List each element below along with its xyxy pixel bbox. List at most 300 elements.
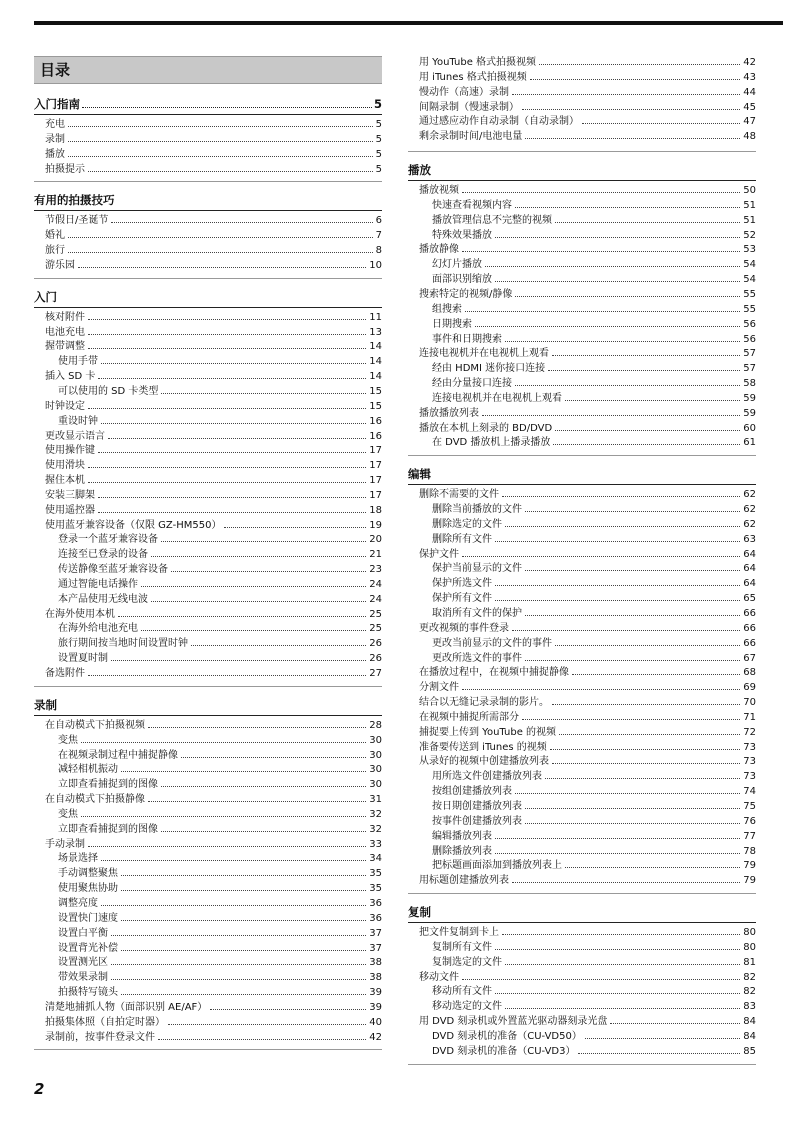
toc-entry[interactable] xyxy=(408,607,756,622)
toc-entry[interactable] xyxy=(34,971,382,986)
toc-entry-page: 25 xyxy=(369,623,382,635)
toc-entry-page: 74 xyxy=(743,786,756,798)
toc-entry-title: 通过智能电话操作 xyxy=(58,578,138,590)
toc-entry[interactable] xyxy=(408,971,756,986)
toc-entry[interactable] xyxy=(408,56,756,71)
toc-entry[interactable] xyxy=(34,793,382,808)
toc-entry[interactable] xyxy=(408,347,756,362)
toc-entry[interactable] xyxy=(34,912,382,927)
toc-entry-title: 设置白平衡 xyxy=(58,927,108,939)
dot-leader xyxy=(161,831,366,832)
toc-entry-title: 保护当前显示的文件 xyxy=(432,563,522,575)
toc-entry-title: 更改视频的事件登录 xyxy=(419,622,509,634)
toc-entry-page: 15 xyxy=(369,385,382,397)
toc-entry[interactable] xyxy=(408,362,756,377)
dot-leader xyxy=(111,222,372,223)
toc-entry-title: 充电 xyxy=(45,119,65,130)
toc-entry[interactable] xyxy=(408,726,756,741)
dot-leader xyxy=(505,1008,740,1009)
toc-entry-page: 43 xyxy=(743,71,756,83)
toc-entry[interactable] xyxy=(408,101,756,116)
section-title[interactable] xyxy=(34,96,382,115)
toc-entry-page: 10 xyxy=(369,259,382,271)
toc-entry-title: 清楚地捕抓人物（面部识别 AE/AF） xyxy=(45,1001,208,1013)
toc-entry-title: 使用聚焦协助 xyxy=(58,883,118,895)
toc-entry-page: 26 xyxy=(369,653,382,665)
toc-entry[interactable] xyxy=(34,214,382,229)
section-entries xyxy=(34,311,382,687)
toc-entry[interactable] xyxy=(34,778,382,793)
toc-entry[interactable] xyxy=(34,763,382,778)
toc-entry-title: 传送静像至蓝牙兼容设备 xyxy=(58,564,168,576)
toc-entry-page: 68 xyxy=(743,667,756,679)
toc-entry[interactable] xyxy=(34,519,382,534)
dot-leader xyxy=(81,742,366,743)
dot-leader xyxy=(522,719,740,720)
dot-leader xyxy=(495,993,740,994)
toc-entry-page: 14 xyxy=(369,341,382,353)
toc-entry[interactable] xyxy=(408,785,756,800)
toc-entry[interactable] xyxy=(408,214,756,229)
toc-entry[interactable] xyxy=(408,333,756,348)
toc-entry[interactable] xyxy=(408,681,756,696)
toc-entry[interactable] xyxy=(408,533,756,548)
toc-entry-title: 在播放过程中，在视频中捕捉静像 xyxy=(419,667,569,679)
dot-leader xyxy=(572,674,740,675)
toc-entry-title: 搜索特定的视频/静像 xyxy=(419,288,513,300)
section-title[interactable] xyxy=(34,697,382,716)
dot-leader xyxy=(121,890,366,891)
toc-entry[interactable] xyxy=(34,719,382,734)
toc-entry[interactable] xyxy=(408,637,756,652)
toc-entry-title: 使用手带 xyxy=(58,356,98,368)
toc-left-column xyxy=(34,56,382,1050)
toc-entry-page: 38 xyxy=(369,957,382,969)
toc-entry-page: 65 xyxy=(743,593,756,605)
toc-entry-page: 51 xyxy=(743,199,756,211)
toc-entry-page: 84 xyxy=(743,1016,756,1028)
dot-leader xyxy=(141,630,366,631)
toc-entry-title: 电池充电 xyxy=(45,326,85,338)
toc-entry[interactable] xyxy=(34,355,382,370)
section-title[interactable] xyxy=(408,466,756,485)
dot-leader xyxy=(181,757,366,758)
toc-entry[interactable] xyxy=(408,755,756,770)
dot-leader xyxy=(485,266,740,267)
toc-entry-page: 16 xyxy=(369,415,382,427)
toc-entry[interactable] xyxy=(34,652,382,667)
toc-entry[interactable] xyxy=(408,926,756,941)
toc-entry[interactable] xyxy=(408,199,756,214)
toc-entry-title: 录制前，按事件登录文件 xyxy=(45,1031,155,1043)
toc-entry-title: 复制选定的文件 xyxy=(432,956,502,968)
toc-entry-page: 62 xyxy=(743,489,756,501)
toc-entry[interactable] xyxy=(408,86,756,101)
toc-entry-title: 快速查看视频内容 xyxy=(432,199,512,211)
toc-entry[interactable] xyxy=(34,897,382,912)
toc-entry[interactable] xyxy=(34,259,382,274)
toc-entry-page: 37 xyxy=(369,927,382,939)
toc-entry-title: 旅行 xyxy=(45,245,65,257)
toc-entry[interactable] xyxy=(34,823,382,838)
section-title-text: 播放 xyxy=(408,163,431,178)
toc-entry[interactable] xyxy=(408,318,756,333)
toc-entry[interactable] xyxy=(408,258,756,273)
toc-entry[interactable] xyxy=(34,927,382,942)
toc-entry-title: 在自动模式下拍摄视频 xyxy=(45,719,145,731)
toc-entry-title: 日期搜索 xyxy=(432,318,472,330)
dot-leader xyxy=(121,771,366,772)
toc-entry[interactable] xyxy=(408,243,756,258)
dot-leader xyxy=(555,222,740,223)
toc-entry[interactable] xyxy=(408,71,756,86)
dot-leader xyxy=(552,355,740,356)
toc-entry[interactable] xyxy=(34,563,382,578)
dot-leader xyxy=(161,541,366,542)
dot-leader xyxy=(462,979,740,980)
toc-entry[interactable] xyxy=(34,133,382,148)
toc-entry[interactable] xyxy=(408,622,756,637)
section-title-text: 复制 xyxy=(408,905,431,920)
dot-leader xyxy=(495,838,740,839)
toc-entry[interactable] xyxy=(408,503,756,518)
toc-entry[interactable] xyxy=(34,852,382,867)
dot-leader xyxy=(565,400,740,401)
toc-entry-page: 38 xyxy=(369,972,382,984)
toc-entry-title: 用 YouTube 格式拍摄视频 xyxy=(419,57,537,68)
dot-leader xyxy=(512,630,740,631)
section-entries xyxy=(34,719,382,1051)
toc-entry-title: 重设时钟 xyxy=(58,415,98,427)
dot-leader xyxy=(505,526,740,527)
toc-entry-title: 播放静像 xyxy=(419,244,459,256)
toc-entry-title: 调整亮度 xyxy=(58,897,98,909)
toc-entry-page: 14 xyxy=(369,356,382,368)
dot-leader xyxy=(495,600,740,601)
section-entries xyxy=(34,214,382,278)
toc-entry[interactable] xyxy=(408,488,756,503)
dot-leader xyxy=(121,994,366,995)
section-entries xyxy=(34,118,382,182)
toc-entry[interactable] xyxy=(34,474,382,489)
toc-entry-page: 73 xyxy=(743,756,756,768)
toc-entry[interactable] xyxy=(34,1001,382,1016)
toc-entry-title: 立即查看捕捉到的图像 xyxy=(58,823,158,835)
toc-entry[interactable] xyxy=(408,229,756,244)
section-title[interactable] xyxy=(408,162,756,181)
dot-leader xyxy=(552,704,740,705)
toc-entry[interactable] xyxy=(408,874,756,889)
toc-entry-title: 登录一个蓝牙兼容设备 xyxy=(58,534,158,546)
dot-leader xyxy=(555,645,740,646)
page-number: 2 xyxy=(34,1080,45,1098)
toc-entry[interactable] xyxy=(408,518,756,533)
dot-leader xyxy=(525,138,740,139)
toc-entry-title: 更改当前显示的文件的事件 xyxy=(432,637,552,649)
dot-leader xyxy=(462,556,740,557)
dot-leader xyxy=(582,123,740,124)
toc-entry-title: 婚礼 xyxy=(45,230,65,242)
toc-entry[interactable] xyxy=(34,385,382,400)
toc-section xyxy=(408,904,756,1065)
toc-entry-title: 握住本机 xyxy=(45,475,85,487)
toc-entry[interactable] xyxy=(34,749,382,764)
dot-leader xyxy=(525,511,740,512)
toc-entry[interactable] xyxy=(408,1045,756,1060)
toc-entry-page: 17 xyxy=(369,460,382,472)
toc-entry-title: 事件和日期搜索 xyxy=(432,333,502,345)
toc-entry[interactable] xyxy=(408,800,756,815)
toc-entry-page: 53 xyxy=(743,244,756,256)
toc-entry[interactable] xyxy=(34,1016,382,1031)
toc-entry-page: 63 xyxy=(743,533,756,545)
toc-entry-title: 连接至已登录的设备 xyxy=(58,549,148,561)
toc-entry[interactable] xyxy=(408,985,756,1000)
toc-entry[interactable] xyxy=(34,667,382,682)
dot-leader xyxy=(98,452,366,453)
toc-entry-page: 82 xyxy=(743,986,756,998)
toc-entry[interactable] xyxy=(34,882,382,897)
toc-entry[interactable] xyxy=(34,229,382,244)
dot-leader xyxy=(465,311,740,312)
toc-entry[interactable] xyxy=(408,652,756,667)
toc-entry[interactable] xyxy=(34,340,382,355)
toc-section xyxy=(408,162,756,456)
toc-entry[interactable] xyxy=(408,273,756,288)
toc-entry-title: 核对附件 xyxy=(45,311,85,323)
dot-leader xyxy=(505,964,740,965)
toc-entry[interactable] xyxy=(408,1015,756,1030)
toc-entry-page: 54 xyxy=(743,274,756,286)
dot-leader xyxy=(515,296,740,297)
dot-leader xyxy=(548,370,740,371)
toc-entry[interactable] xyxy=(34,838,382,853)
toc-entry[interactable] xyxy=(408,407,756,422)
toc-entry[interactable] xyxy=(34,163,382,178)
dot-leader xyxy=(68,252,373,253)
toc-entry-title: 拍摄提示 xyxy=(45,163,85,175)
toc-entry-page: 7 xyxy=(375,230,382,242)
dot-leader xyxy=(88,675,366,676)
toc-entry-title: 播放 xyxy=(45,148,65,160)
toc-section xyxy=(408,466,756,894)
toc-entry-page: 55 xyxy=(743,288,756,300)
toc-entry-title: 删除不需要的文件 xyxy=(419,489,499,501)
toc-entry-page: 24 xyxy=(369,593,382,605)
dot-leader xyxy=(151,556,366,557)
toc-entry[interactable] xyxy=(34,533,382,548)
toc-entry[interactable] xyxy=(408,666,756,681)
toc-entry[interactable] xyxy=(34,578,382,593)
toc-entry-title: 播放在本机上刻录的 BD/DVD xyxy=(419,422,553,434)
toc-entry[interactable] xyxy=(408,711,756,726)
section-title[interactable] xyxy=(408,904,756,923)
toc-section xyxy=(34,192,382,278)
toc-entry[interactable] xyxy=(34,622,382,637)
dot-leader xyxy=(545,778,740,779)
toc-entry-title: 在 DVD 播放机上播录播放 xyxy=(432,437,551,449)
toc-entry-page: 83 xyxy=(743,1001,756,1013)
toc-entry[interactable] xyxy=(408,436,756,451)
toc-entry-title: 取消所有文件的保护 xyxy=(432,608,522,619)
toc-entry[interactable] xyxy=(408,548,756,563)
toc-entry-title: 复制所有文件 xyxy=(432,941,492,953)
dot-leader xyxy=(111,935,366,936)
toc-entry[interactable] xyxy=(408,577,756,592)
toc-entry[interactable] xyxy=(34,637,382,652)
toc-entry-title: 使用蓝牙兼容设备（仅限 GZ-HM550） xyxy=(45,519,222,531)
toc-entry[interactable] xyxy=(408,592,756,607)
toc-entry-page: 5 xyxy=(375,133,382,145)
toc-entry[interactable] xyxy=(408,859,756,874)
toc-entry[interactable] xyxy=(34,942,382,957)
toc-entry[interactable] xyxy=(408,815,756,830)
toc-entry-page: 13 xyxy=(369,326,382,338)
toc-entry[interactable] xyxy=(408,956,756,971)
toc-entry[interactable] xyxy=(34,444,382,459)
toc-entry[interactable] xyxy=(408,130,756,145)
toc-entry[interactable] xyxy=(408,422,756,437)
toc-entry-title: 间隔录制（慢速录制） xyxy=(419,101,519,113)
toc-entry[interactable] xyxy=(34,608,382,623)
toc-entry[interactable] xyxy=(408,562,756,577)
toc-entry-title: 安装三脚架 xyxy=(45,489,95,501)
toc-entry-page: 20 xyxy=(369,534,382,546)
toc-entry[interactable] xyxy=(34,459,382,474)
toc-entry-page: 15 xyxy=(369,400,382,412)
toc-entry-page: 70 xyxy=(743,697,756,709)
toc-entry-page: 32 xyxy=(369,823,382,835)
toc-entry-title: 结合以无缝记录录制的影片。 xyxy=(419,697,549,709)
toc-entry-title: 备选附件 xyxy=(45,668,85,679)
toc-section xyxy=(34,289,382,687)
toc-entry-title: 插入 SD 卡 xyxy=(45,371,96,383)
toc-entry-page: 14 xyxy=(369,371,382,383)
toc-entry-page: 71 xyxy=(743,711,756,723)
toc-entry-title: 面部识别缩放 xyxy=(432,274,492,286)
dot-leader xyxy=(515,385,740,386)
dot-leader xyxy=(158,1039,366,1040)
toc-entry[interactable] xyxy=(408,830,756,845)
dot-leader xyxy=(101,363,366,364)
dot-leader xyxy=(525,615,740,616)
toc-entry-title: 保护所有文件 xyxy=(432,593,492,605)
toc-entry[interactable] xyxy=(34,415,382,430)
toc-entry-page: 27 xyxy=(369,668,382,679)
toc-entry[interactable] xyxy=(34,326,382,341)
toc-entry[interactable] xyxy=(408,741,756,756)
toc-entry[interactable] xyxy=(34,118,382,133)
toc-entry[interactable] xyxy=(34,244,382,259)
toc-entry-title: 使用遥控器 xyxy=(45,504,95,516)
toc-entry[interactable] xyxy=(34,311,382,326)
dot-leader xyxy=(101,423,366,424)
toc-entry-page: 69 xyxy=(743,682,756,694)
dot-leader xyxy=(88,171,373,172)
section-title[interactable] xyxy=(34,192,382,211)
toc-entry[interactable] xyxy=(408,184,756,199)
toc-entry[interactable] xyxy=(34,986,382,1001)
toc-entry[interactable] xyxy=(408,392,756,407)
toc-entry-page: 81 xyxy=(743,956,756,968)
toc-entry[interactable] xyxy=(408,288,756,303)
toc-entry-title: 准备要传送到 iTunes 的视频 xyxy=(419,741,547,753)
toc-entry[interactable] xyxy=(34,593,382,608)
toc-entry[interactable] xyxy=(408,1030,756,1045)
toc-entry-page: 42 xyxy=(743,57,756,68)
toc-entry[interactable] xyxy=(34,400,382,415)
toc-entry[interactable] xyxy=(34,548,382,563)
toc-entry[interactable] xyxy=(408,303,756,318)
toc-entry-page: 5 xyxy=(375,148,382,160)
toc-entry-title: 手动调整聚焦 xyxy=(58,868,118,880)
toc-entry-page: 18 xyxy=(369,504,382,516)
toc-entry[interactable] xyxy=(34,489,382,504)
dot-leader xyxy=(462,689,740,690)
toc-entry-title: 用标题创建播放列表 xyxy=(419,875,509,887)
dot-leader xyxy=(111,964,366,965)
dot-leader xyxy=(111,979,366,980)
toc-entry-page: 32 xyxy=(369,808,382,820)
dot-leader xyxy=(610,1023,740,1024)
dot-leader xyxy=(515,793,740,794)
toc-entry-title: 握带调整 xyxy=(45,341,85,353)
toc-entry-title: 手动录制 xyxy=(45,838,85,850)
dot-leader xyxy=(161,786,366,787)
toc-entry[interactable] xyxy=(34,148,382,163)
toc-entry-page: 80 xyxy=(743,941,756,953)
dot-leader xyxy=(495,585,740,586)
toc-entry-title: 减轻相机振动 xyxy=(58,764,118,776)
toc-entry[interactable] xyxy=(34,504,382,519)
toc-entry[interactable] xyxy=(34,867,382,882)
dot-leader xyxy=(68,156,373,157)
toc-entry[interactable] xyxy=(34,1031,382,1046)
toc-entry-page: 64 xyxy=(743,563,756,575)
toc-entry[interactable] xyxy=(34,808,382,823)
toc-entry-page: 23 xyxy=(369,564,382,576)
toc-entry[interactable] xyxy=(408,845,756,860)
toc-entry[interactable] xyxy=(408,696,756,711)
toc-entry-title: 可以使用的 SD 卡类型 xyxy=(58,385,159,397)
toc-entry[interactable] xyxy=(408,377,756,392)
toc-entry-title: 设置背光补偿 xyxy=(58,942,118,954)
toc-entry-title: 幻灯片播放 xyxy=(432,259,482,271)
dot-leader xyxy=(224,527,366,528)
toc-entry-page: 35 xyxy=(369,883,382,895)
section-title[interactable] xyxy=(34,289,382,308)
dot-leader xyxy=(88,408,366,409)
toc-entry-title: 在海外使用本机 xyxy=(45,608,115,620)
toc-entry-page: 56 xyxy=(743,318,756,330)
toc-entry-title: 从录好的视频中创建播放列表 xyxy=(419,756,549,768)
toc-entry-page: 16 xyxy=(369,430,382,442)
toc-entry[interactable] xyxy=(408,1000,756,1015)
toc-entry[interactable] xyxy=(408,941,756,956)
toc-entry-page: 30 xyxy=(369,734,382,746)
toc-entry[interactable] xyxy=(408,115,756,130)
toc-entry-page: 79 xyxy=(743,875,756,887)
toc-entry[interactable] xyxy=(34,370,382,385)
toc-entry-title: 立即查看捕捉到的图像 xyxy=(58,779,158,791)
toc-entry[interactable] xyxy=(34,734,382,749)
toc-entry[interactable] xyxy=(34,430,382,445)
toc-entry[interactable] xyxy=(34,956,382,971)
toc-entry[interactable] xyxy=(408,770,756,785)
toc-entry-title: 删除当前播放的文件 xyxy=(432,504,522,516)
toc-entry-title: 游乐园 xyxy=(45,259,75,271)
toc-entry-page: 55 xyxy=(743,303,756,315)
